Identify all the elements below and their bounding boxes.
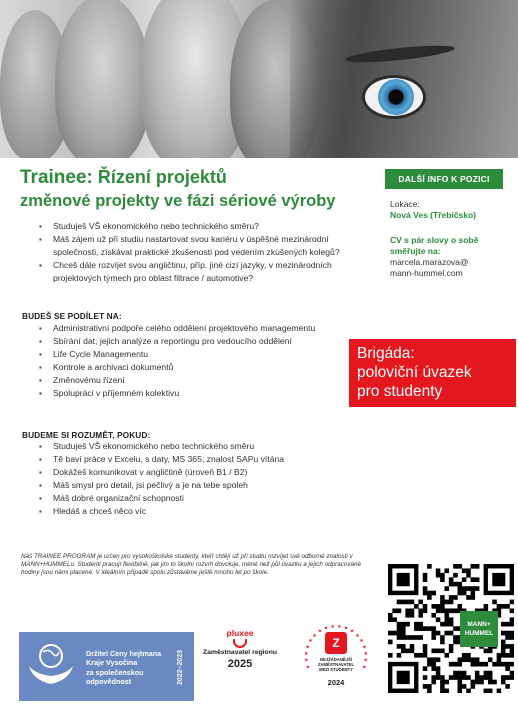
list-item: ▪ Life Cycle Managementu <box>36 348 356 361</box>
brigada-box <box>349 339 516 407</box>
svg-text:★: ★ <box>323 625 329 632</box>
award-badge <box>19 632 194 701</box>
svg-text:★: ★ <box>303 650 309 657</box>
svg-text:★: ★ <box>359 638 364 645</box>
award-text <box>86 649 176 686</box>
svg-text:★: ★ <box>317 628 323 635</box>
contact-email-line-1[interactable]: marcela.marazova@ <box>390 257 469 267</box>
contact-heading: CV s pár slovy o sobě směřujte na: <box>390 235 479 256</box>
list-item: ▪ Kontrole a archivaci dokumentů <box>36 361 356 374</box>
list-item: ▪ Máš dobré organizační schopnosti <box>36 492 356 505</box>
svg-text:★: ★ <box>361 664 367 671</box>
award-line-4: odpovědnost <box>86 676 132 686</box>
list-item: ▪ Máš smysl pro detail, jsi pečlivý a je na tebe spoleh <box>36 479 356 492</box>
svg-text:★: ★ <box>362 644 367 651</box>
zam-label-2: ZAMĚSTNAVATEL <box>317 662 355 667</box>
brigada-line-2: poloviční úvazek <box>357 364 472 381</box>
side-info <box>390 199 512 279</box>
hero-photo <box>0 0 518 158</box>
zam-label-3: MEZI STUDENTY <box>319 667 353 672</box>
job-title-line-1-rest: Řízení projektů <box>92 167 227 187</box>
award-line-3: za společenskou <box>86 667 144 677</box>
zamestnavatel-logo <box>302 622 370 702</box>
qr-logo-line-2: HUMMEL <box>464 630 494 637</box>
job-title-line-2: změnové projekty ve fázi sériové výroby <box>20 192 336 210</box>
svg-text:★: ★ <box>363 657 369 664</box>
trainee-program-footnote: Náš TRAINEE PROGRAM je určen pro vysokoškolské studenty, kteří chtějí už při studiu rozvíjet své odborné znalosti v MANN+HUMMELu. Studenti pracují flexibilně, jak jim to školní rozvrh dovoluje, méně než půl úvazku a jejich odpracované hodiny jsou námi placené. V ideálním případě spolu zůstáváme ještě mnoho let po škole. <box>21 553 362 577</box>
list-item: ▪ Změnovému řízení <box>36 374 356 387</box>
qr-mann-hummel-logo <box>460 611 498 647</box>
participate-list <box>36 322 356 400</box>
location-value: Nová Ves (Třebíčsko) <box>390 210 476 220</box>
zam-label-1: NEJŽÁDANĚJŠÍ <box>320 657 352 662</box>
pluxee-label: Zaměstnavatel regionu <box>202 649 278 656</box>
brigada-line-3: pro studenty <box>357 383 443 400</box>
pluxee-smile-icon <box>233 639 247 648</box>
list-item: ▪ Studuješ VŠ ekonomického nebo technického směru <box>36 440 356 453</box>
svg-text:★: ★ <box>305 644 310 651</box>
svg-text:★: ★ <box>303 657 309 664</box>
list-item: ▪ Hledáš a chceš něco víc <box>36 505 356 518</box>
svg-text:★: ★ <box>355 632 360 639</box>
qr-logo-line-1: MANN+ <box>467 621 491 628</box>
hero-iris <box>378 79 414 115</box>
job-title <box>20 166 370 213</box>
skills-list <box>36 440 356 518</box>
list-item: ▪ Chceš dále rozvíjet svou angličtinu, příp. jiné cizí jazyky, v mezinárodních projektových týmech pro oblast filtrace / automotive? <box>36 259 366 285</box>
pluxee-brand: pluxee <box>226 628 254 638</box>
svg-text:★: ★ <box>308 638 313 645</box>
skills-heading: BUDEME SI ROZUMĚT, POKUD: <box>22 430 151 440</box>
svg-text:★: ★ <box>312 632 317 639</box>
svg-text:★: ★ <box>305 664 311 671</box>
intro-list <box>36 220 366 285</box>
qr-code[interactable] <box>388 564 514 693</box>
svg-text:★: ★ <box>363 650 369 657</box>
hands-globe-icon <box>23 636 79 692</box>
star-ring-icon <box>302 622 370 702</box>
more-info-button[interactable]: DALŠÍ INFO K POZICI <box>385 169 503 189</box>
contact-email-line-2[interactable]: mann-hummel.com <box>390 268 463 278</box>
award-line-2: Kraje Vysočina <box>86 658 138 668</box>
participate-heading: BUDEŠ SE PODÍLET NA: <box>22 311 122 321</box>
list-item: ▪ Tě baví práce v Excelu, s daty, MS 365; znalost SAPu vítána <box>36 453 356 466</box>
zam-badge: Z <box>325 632 347 654</box>
svg-text:★: ★ <box>337 624 342 631</box>
zam-year: 2024 <box>327 678 345 687</box>
job-title-prefix: Trainee: <box>20 167 93 188</box>
list-item: ▪ Studuješ VŠ ekonomického nebo technického směru? <box>36 220 366 233</box>
list-item: ▪ Administrativní podpoře celého oddělení projektového managementu <box>36 322 356 335</box>
brigada-line-1: Brigáda: <box>357 345 415 362</box>
svg-text:★: ★ <box>349 628 355 635</box>
job-title-line-1 <box>20 166 370 189</box>
svg-text:★: ★ <box>330 624 335 631</box>
location-label: Lokace: <box>390 199 420 209</box>
list-item: ▪ Dokážeš komunikovat v angličtině (úroveň B1 / B2) <box>36 466 356 479</box>
list-item: ▪ Spolupráci v příjemném kolektivu <box>36 387 356 400</box>
hero-person-2 <box>55 0 150 158</box>
pluxee-year: 2025 <box>227 658 253 670</box>
award-line-1: Držitel Ceny hejtmana <box>86 649 162 658</box>
svg-text:★: ★ <box>343 625 349 632</box>
award-years: 2022–2023 <box>177 649 184 685</box>
pluxee-logo <box>200 628 280 690</box>
list-item: ▪ Máš zájem už při studiu nastartovat svou kariéru v úspěšné mezinárodní společnosti, získávat praktické zkušenosti pod vedením zkušených kolegů? <box>36 233 366 259</box>
list-item: ▪ Sbírání dat, jejich analýze a reportingu pro vedoucího oddělení <box>36 335 356 348</box>
